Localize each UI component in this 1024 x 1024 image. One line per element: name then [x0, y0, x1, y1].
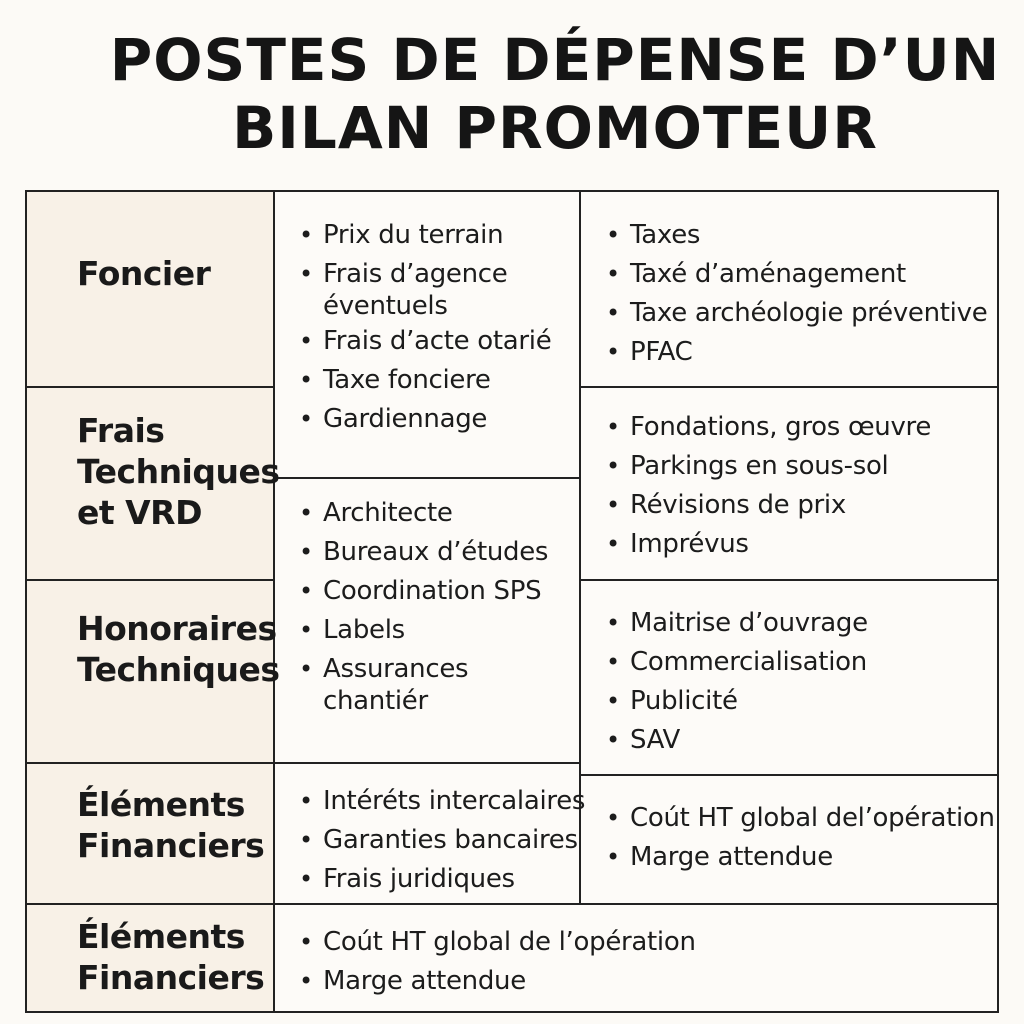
row-label-line: Financiers: [77, 826, 265, 865]
grid-line: [27, 579, 274, 581]
list-item-text: Bureaux d’études: [323, 537, 549, 567]
row-label-line: Frais: [77, 411, 165, 450]
title-line-2: BILAN PROMOTEUR: [232, 94, 878, 162]
list-item: [604, 255, 987, 294]
list-item: [297, 572, 548, 611]
list-item: [297, 611, 548, 650]
list-item-text: PFAC: [630, 337, 693, 367]
list-item-text: Publicité: [630, 686, 738, 716]
list-item-text: Fondations, gros œuvre: [630, 412, 932, 442]
list-item: [297, 255, 551, 322]
list-item: [297, 782, 585, 821]
grid-line: [580, 386, 997, 388]
list-frais-commerciaux: [604, 604, 868, 760]
expense-table: [25, 190, 999, 1013]
list-item: [604, 799, 995, 838]
list-foncier-costs: [297, 216, 551, 439]
list-item: [297, 494, 548, 533]
list-item: [604, 838, 995, 877]
list-item: [604, 333, 987, 372]
row-label-frais-techniques: [77, 410, 280, 533]
grid-line: [27, 762, 274, 764]
list-item-text: éventuels: [323, 291, 448, 321]
list-cout-global: [604, 799, 995, 877]
grid-line: [27, 903, 997, 905]
list-item: [297, 216, 551, 255]
row-label-line: et VRD: [77, 493, 202, 532]
page-title: [0, 26, 1024, 162]
list-item-text: Taxe fonciere: [323, 365, 491, 395]
grid-line: [274, 762, 580, 764]
grid-line: [580, 774, 997, 776]
list-item-text: chantiér: [323, 686, 428, 716]
list-item-text: Gardiennage: [323, 404, 488, 434]
list-honoraires: [297, 494, 548, 717]
list-item-text: Marge attendue: [323, 966, 526, 996]
list-item-text: Prix du terrain: [323, 220, 504, 250]
list-item: [297, 860, 585, 899]
list-taxes: [604, 216, 987, 372]
row-label-financiers-1: [77, 784, 264, 866]
list-item: [604, 486, 931, 525]
list-item: [604, 447, 931, 486]
list-item: [297, 650, 548, 717]
grid-line: [580, 579, 997, 581]
list-item-text: Garanties bancaires: [323, 825, 578, 855]
list-item-text: Coút HT global de l’opération: [323, 927, 696, 957]
list-item-text: Commercialisation: [630, 647, 867, 677]
title-line-1: POSTES DE DÉPENSE D’UN: [109, 26, 1001, 94]
list-item: [297, 533, 548, 572]
list-item-text: Taxe archéologie préventive: [630, 298, 988, 328]
row-label-financiers-2: [77, 916, 264, 998]
row-label-line: Techniques: [77, 650, 280, 689]
list-item: [604, 216, 987, 255]
row-label-foncier: [77, 253, 210, 294]
list-item-text: Frais juridiques: [323, 864, 515, 894]
list-travaux: [604, 408, 931, 564]
list-item-text: Parkings en sous-sol: [630, 451, 889, 481]
list-item-text: Marge attendue: [630, 842, 833, 872]
list-item-text: Assurances: [323, 654, 469, 684]
list-item-text: Labels: [323, 615, 405, 645]
row-label-line: Honoraires: [77, 609, 277, 648]
list-item-text: Taxes: [630, 220, 701, 250]
list-item-text: Révisions de prix: [630, 490, 846, 520]
list-item-text: Imprévus: [630, 529, 749, 559]
list-item: [604, 525, 931, 564]
list-item: [297, 962, 696, 1001]
list-item: [604, 604, 868, 643]
row-label-line: Foncier: [77, 254, 211, 293]
list-item-text: Frais d’acte otarié: [323, 326, 552, 356]
list-item-text: SAV: [630, 725, 680, 755]
list-item: [297, 361, 551, 400]
list-item: [604, 643, 868, 682]
list-item: [604, 408, 931, 447]
list-item: [604, 721, 868, 760]
list-item: [297, 923, 696, 962]
list-item-text: Taxé d’aménagement: [630, 259, 906, 289]
list-item-text: Maitrise d’ouvrage: [630, 608, 868, 638]
list-item-text: Coordination SPS: [323, 576, 542, 606]
row-label-line: Financiers: [77, 958, 265, 997]
list-item-text: Architecte: [323, 498, 453, 528]
list-financiers: [297, 782, 585, 899]
row-label-line: Éléments: [77, 917, 245, 956]
grid-line: [273, 192, 275, 1013]
list-item: [297, 821, 585, 860]
row-label-honoraires: [77, 608, 280, 690]
list-cout-global-bottom: [297, 923, 696, 1001]
list-item: [297, 322, 551, 361]
list-item-text: Intéréts intercalaires: [323, 786, 586, 816]
list-item: [297, 400, 551, 439]
row-label-line: Techniques: [77, 452, 280, 491]
grid-line: [27, 386, 274, 388]
list-item: [604, 294, 987, 333]
list-item-text: Coút HT global del’opération: [630, 803, 995, 833]
list-item: [604, 682, 868, 721]
list-item-text: Frais d’agence: [323, 259, 508, 289]
grid-line: [274, 477, 580, 479]
row-label-line: Éléments: [77, 785, 245, 824]
